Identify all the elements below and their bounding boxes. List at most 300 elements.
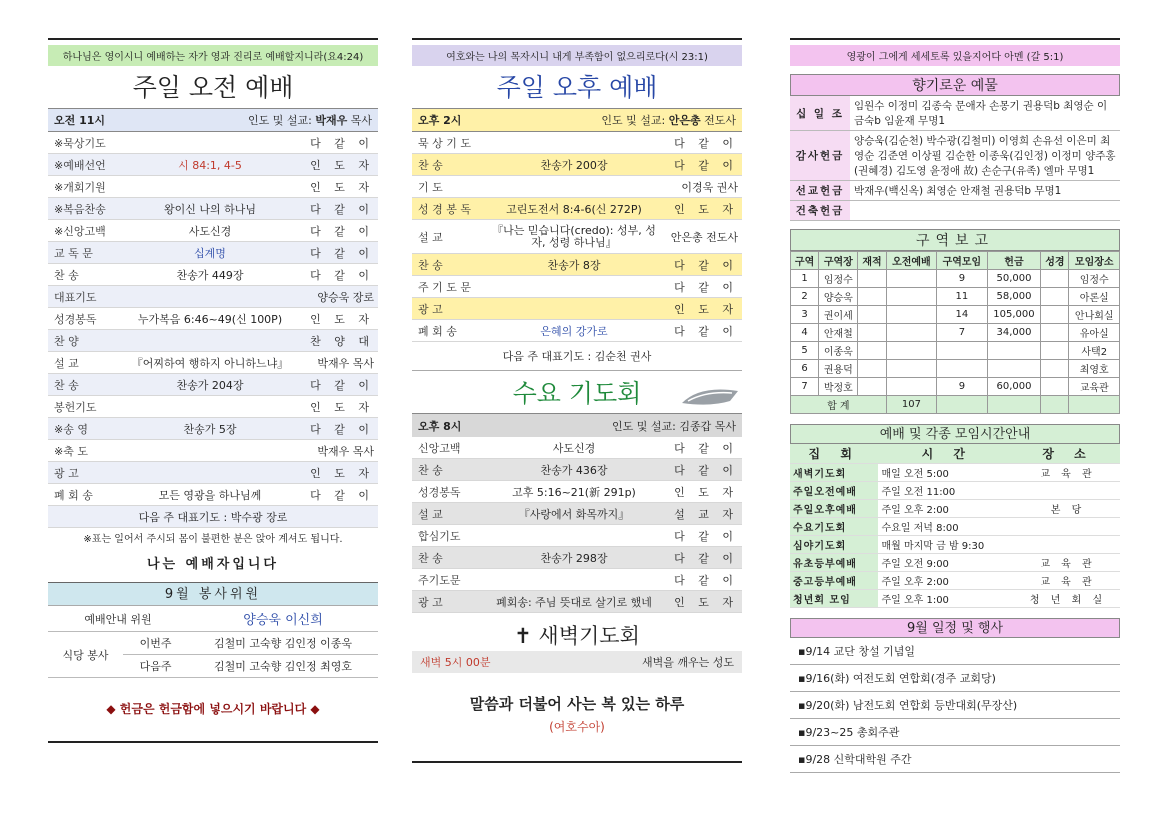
wed-header <box>412 413 742 437</box>
order-row <box>412 176 742 198</box>
district-sum-label: 합 계 <box>791 396 887 414</box>
order-item: 찬 송 <box>54 268 79 282</box>
order-item: 설 교 <box>418 230 443 244</box>
table-cell <box>1041 342 1069 360</box>
district-header: 재적 <box>858 252 886 270</box>
blessing-source: (여호수아) <box>549 720 605 734</box>
service-time: 오후 2시 <box>418 114 462 127</box>
table-cell <box>858 288 886 306</box>
table-cell: 9 <box>937 378 988 396</box>
service-header <box>48 108 378 132</box>
meeting-time: 주일 오전 11:00 <box>878 482 1016 500</box>
order-row <box>412 220 742 254</box>
meeting-name: 새벽기도회 <box>790 464 878 482</box>
offering-kind: 선교헌금 <box>790 181 850 201</box>
order-item: 신앙고백 <box>418 441 461 455</box>
order-leader: 다 같 이 <box>674 258 738 272</box>
meeting-time: 주일 오후 1:00 <box>878 590 1016 608</box>
order-content: 찬송가 8장 <box>547 258 601 272</box>
meeting-name: 심야기도회 <box>790 536 878 554</box>
order-content: 찬송가 449장 <box>176 268 244 282</box>
order-content: 시 84:1, 4-5 <box>178 158 242 172</box>
meeting-time: 주일 오전 9:00 <box>878 554 1016 572</box>
order-item: 합심기도 <box>418 529 461 543</box>
order-item: 봉헌기도 <box>54 400 97 414</box>
standing-notice: ※표는 일어서 주시되 몸이 불편한 분은 앉아 계셔도 됩니다. <box>83 534 343 545</box>
order-item: 찬 송 <box>418 463 443 477</box>
meeting-header: 집 회 <box>790 444 878 464</box>
order-row <box>48 396 378 418</box>
order-leader: 박재우 목사 <box>317 444 374 458</box>
district-title: 구역보고 <box>790 229 1120 251</box>
table-cell <box>987 360 1041 378</box>
order-row <box>412 569 742 591</box>
table-cell <box>858 342 886 360</box>
table-cell: 유아실 <box>1069 324 1120 342</box>
order-leader: 인 도 자 <box>310 400 374 414</box>
table-row <box>791 288 1120 306</box>
table-cell <box>1069 396 1120 414</box>
order-item: ※축 도 <box>54 444 88 458</box>
table-cell: 7 <box>937 324 988 342</box>
vol-next-names: 김철미 고숙향 김인정 최영호 <box>188 655 378 678</box>
order-leader: 다 같 이 <box>310 378 374 392</box>
column-reports <box>790 38 1120 773</box>
table-row <box>791 378 1120 396</box>
meeting-place: 청 년 회 실 <box>1016 590 1120 608</box>
order-leader: 인 도 자 <box>674 302 738 316</box>
order-row <box>48 330 378 352</box>
table-cell: 58,000 <box>987 288 1041 306</box>
order-leader: 다 같 이 <box>310 422 374 436</box>
order-row <box>48 462 378 484</box>
order-row <box>412 459 742 481</box>
order-row <box>48 242 378 264</box>
meeting-row <box>790 500 1120 518</box>
offering-row <box>790 131 1120 181</box>
order-content: 누가복음 6:46~49(신 100P) <box>137 312 283 326</box>
schedule-item: ▪9/14 교단 창설 기념일 <box>790 638 1120 665</box>
district-header: 모임장소 <box>1069 252 1120 270</box>
meeting-name: 수요기도회 <box>790 518 878 536</box>
order-row <box>48 374 378 396</box>
order-content: 고린도전서 8:4-6(신 272P) <box>506 202 642 216</box>
offering-kind: 건축헌금 <box>790 201 850 221</box>
order-item: 찬 송 <box>418 551 443 565</box>
meeting-row <box>790 464 1120 482</box>
cross-icon: ✝ <box>514 624 532 648</box>
order-content: 고후 5:16~21(新 291p) <box>512 485 636 499</box>
order-list <box>48 132 378 506</box>
meeting-header: 장 소 <box>1016 444 1120 464</box>
vol-this-names: 김철미 고숙향 김인정 이종욱 <box>188 632 378 655</box>
vol-next-label: 다음주 <box>123 655 188 678</box>
table-cell: 6 <box>791 360 819 378</box>
district-header: 헌금 <box>987 252 1041 270</box>
table-cell <box>1041 324 1069 342</box>
order-content: 사도신경 <box>188 224 232 238</box>
offering-row <box>790 96 1120 131</box>
offering-names: 양승욱(김순천) 박수광(김철미) 이영희 손유선 이은미 최영순 김준연 이상필 김순한 이종욱(김인정) 이정미 양주홍(권혜경) 김도영 윤정애 故) 손순구(유족) 엘마 무명1 <box>850 131 1120 181</box>
meeting-time: 매월 마지막 금 밤 9:30 <box>878 536 1016 554</box>
afternoon-title: 주일 오후 예배 <box>496 73 658 102</box>
offering-title: 향기로운 예물 <box>790 74 1120 96</box>
order-item: 설 교 <box>418 507 443 521</box>
table-cell <box>886 378 937 396</box>
table-cell <box>1041 270 1069 288</box>
order-leader: 설 교 자 <box>674 507 738 521</box>
meeting-place: 본 당 <box>1016 500 1120 518</box>
order-item: ※신앙고백 <box>54 224 106 238</box>
order-row <box>412 320 742 342</box>
meeting-name: 유초등부예배 <box>790 554 878 572</box>
table-cell: 4 <box>791 324 819 342</box>
order-content: 사도신경 <box>552 441 596 455</box>
table-cell: 14 <box>937 306 988 324</box>
dawn-row <box>412 651 742 673</box>
order-row <box>412 154 742 176</box>
service-leader: 인도 및 설교: 박재우 목사 <box>248 114 372 127</box>
table-cell: 권용덕 <box>819 360 858 378</box>
order-row <box>48 418 378 440</box>
meeting-name: 중고등부예배 <box>790 572 878 590</box>
meeting-title: 예배 및 각종 모임시간안내 <box>790 424 1120 444</box>
order-item: 성경봉독 <box>54 312 97 326</box>
order-item: 찬 양 <box>54 334 79 348</box>
district-header: 성경 <box>1041 252 1069 270</box>
order-row <box>48 220 378 242</box>
district-sum-value: 107 <box>886 396 937 414</box>
table-cell: 1 <box>791 270 819 288</box>
table-row <box>791 306 1120 324</box>
verse-banner: 하나님은 영이시니 예배하는 자가 영과 진리로 예배할지니라(요4:24) <box>48 45 378 66</box>
order-leader: 인 도 자 <box>674 202 738 216</box>
table-cell: 50,000 <box>987 270 1041 288</box>
order-leader: 다 같 이 <box>674 280 738 294</box>
order-content: 왕이신 나의 하나님 <box>163 202 256 216</box>
order-row <box>48 440 378 462</box>
order-item: 폐 회 송 <box>54 488 93 502</box>
table-cell <box>886 288 937 306</box>
meeting-header-row <box>790 444 1120 464</box>
order-item: 찬 송 <box>418 258 443 272</box>
table-cell: 안재철 <box>819 324 858 342</box>
order-row <box>48 176 378 198</box>
offering-table <box>790 96 1120 221</box>
meeting-place: 교 육 관 <box>1016 572 1120 590</box>
order-row <box>412 132 742 154</box>
schedule-item: ▪9/16(화) 여전도회 연합회(경주 교회당) <box>790 665 1120 692</box>
order-leader: 인 도 자 <box>310 466 374 480</box>
offering-kind: 십 일 조 <box>790 96 850 131</box>
order-leader: 인 도 자 <box>310 312 374 326</box>
table-cell: 11 <box>937 288 988 306</box>
order-row <box>48 308 378 330</box>
wednesday-title: 수요 기도회 <box>412 375 742 413</box>
order-item: 광 고 <box>418 595 443 609</box>
order-leader: 다 같 이 <box>674 573 738 587</box>
meeting-name: 청년회 모임 <box>790 590 878 608</box>
table-cell <box>858 306 886 324</box>
verse-banner: 여호와는 나의 목자시니 내게 부족함이 없으리로다(시 23:1) <box>412 45 742 66</box>
order-leader: 박재우 목사 <box>317 356 374 370</box>
meeting-row <box>790 518 1120 536</box>
order-item: 묵 상 기 도 <box>418 136 471 150</box>
order-leader: 다 같 이 <box>310 268 374 282</box>
table-cell: 아론실 <box>1069 288 1120 306</box>
district-header: 구역장 <box>819 252 858 270</box>
next-prayer: 다음 주 대표기도 : 김순천 권사 <box>412 348 742 371</box>
district-header-row <box>791 252 1120 270</box>
table-cell: 임정수 <box>1069 270 1120 288</box>
order-leader: 이경욱 권사 <box>681 180 738 194</box>
order-item: ※복음찬송 <box>54 202 106 216</box>
offering-row <box>790 181 1120 201</box>
order-row <box>48 198 378 220</box>
order-leader: 다 같 이 <box>674 136 738 150</box>
order-row <box>48 286 378 308</box>
praying-hands-icon <box>680 381 740 409</box>
order-item: 주기도문 <box>418 573 461 587</box>
table-cell <box>1041 396 1069 414</box>
offering-kind: 감사헌금 <box>790 131 850 181</box>
order-leader: 인 도 자 <box>674 485 738 499</box>
district-header: 구역모임 <box>937 252 988 270</box>
dawn-title: ✝ 새벽기도회 <box>514 624 640 648</box>
order-row <box>412 198 742 220</box>
table-cell: 이종욱 <box>819 342 858 360</box>
order-content: 찬송가 298장 <box>540 551 608 565</box>
table-cell <box>886 324 937 342</box>
order-content: 찬송가 436장 <box>540 463 608 477</box>
dawn-leader: 새벽을 깨우는 성도 <box>641 656 734 669</box>
table-cell <box>987 342 1041 360</box>
meeting-name: 주일오전예배 <box>790 482 878 500</box>
meeting-time: 수요일 저녁 8:00 <box>878 518 1016 536</box>
order-leader: 다 같 이 <box>310 202 374 216</box>
order-leader: 다 같 이 <box>674 158 738 172</box>
table-cell <box>1041 360 1069 378</box>
column-morning-service <box>48 38 378 743</box>
table-cell: 안나회실 <box>1069 306 1120 324</box>
table-cell: 7 <box>791 378 819 396</box>
table-cell <box>1041 288 1069 306</box>
schedule-item: ▪9/20(화) 남전도회 연합회 등반대회(무장산) <box>790 692 1120 719</box>
wed-time: 오후 8시 <box>418 419 462 433</box>
order-row <box>48 264 378 286</box>
table-cell <box>1041 378 1069 396</box>
order-item: ※송 영 <box>54 422 88 436</box>
order-row <box>412 254 742 276</box>
table-row <box>791 342 1120 360</box>
table-cell: 권이세 <box>819 306 858 324</box>
meeting-place <box>1016 482 1120 500</box>
table-cell: 박정호 <box>819 378 858 396</box>
meeting-row <box>790 572 1120 590</box>
table-cell <box>858 360 886 378</box>
offering-names: 임원수 이정미 김종숙 문애자 손몽기 권용덕b 최영순 이금숙b 임윤재 무명1 <box>850 96 1120 131</box>
table-cell: 임정수 <box>819 270 858 288</box>
schedule-item: ▪9/23~25 총회주관 <box>790 719 1120 746</box>
order-leader: 양승욱 장로 <box>317 290 374 304</box>
table-row <box>791 324 1120 342</box>
table-cell: 5 <box>791 342 819 360</box>
order-content: 『어찌하여 행하지 아니하느냐』 <box>131 356 289 370</box>
meeting-row <box>790 536 1120 554</box>
order-leader: 안은총 전도사 <box>670 230 738 244</box>
verse-banner: 영광이 그에게 세세토록 있을지어다 아멘 (갈 5:1) <box>790 45 1120 66</box>
table-cell <box>937 360 988 378</box>
table-cell <box>886 270 937 288</box>
vol-guide-label: 예배안내 위원 <box>48 606 188 632</box>
order-content: 폐회송: 주님 뜻대로 살기로 했네 <box>496 595 652 609</box>
order-item: 광 고 <box>54 466 79 480</box>
order-leader: 다 같 이 <box>674 441 738 455</box>
table-cell <box>886 360 937 378</box>
order-content: 찬송가 204장 <box>176 378 244 392</box>
order-item: 찬 송 <box>54 378 79 392</box>
table-cell <box>858 378 886 396</box>
order-row <box>412 298 742 320</box>
table-cell <box>886 342 937 360</box>
table-cell <box>1041 306 1069 324</box>
district-sum-row <box>791 396 1120 414</box>
meeting-name: 주일오후예배 <box>790 500 878 518</box>
order-list <box>412 132 742 342</box>
order-row <box>48 154 378 176</box>
district-table <box>790 251 1120 414</box>
service-header <box>412 108 742 132</box>
meeting-place: 교 육 관 <box>1016 554 1120 572</box>
table-cell <box>886 306 937 324</box>
order-leader: 인 도 자 <box>310 180 374 194</box>
wed-order-list <box>412 437 742 613</box>
order-row <box>412 276 742 298</box>
order-content: 십계명 <box>194 246 226 260</box>
order-leader: 다 같 이 <box>674 463 738 477</box>
order-content: 찬송가 200장 <box>540 158 608 172</box>
schedule-item: ▪9/28 신학대학원 주간 <box>790 746 1120 773</box>
table-cell: 사택2 <box>1069 342 1120 360</box>
table-row <box>791 360 1120 378</box>
table-cell <box>987 396 1041 414</box>
volunteers-table <box>48 606 378 678</box>
order-row <box>48 352 378 374</box>
order-row <box>48 484 378 506</box>
service-time: 오전 11시 <box>54 114 106 127</box>
service-leader: 인도 및 설교: 안은총 전도사 <box>601 114 736 127</box>
order-item: 찬 송 <box>418 158 443 172</box>
order-content: 은혜의 강가로 <box>540 324 608 338</box>
meeting-place: 교 육 관 <box>1016 464 1120 482</box>
meeting-place <box>1016 518 1120 536</box>
meeting-row <box>790 482 1120 500</box>
table-cell: 2 <box>791 288 819 306</box>
order-item: 기 도 <box>418 180 443 194</box>
table-cell: 9 <box>937 270 988 288</box>
table-cell <box>937 396 988 414</box>
blessing-line: 말씀과 더불어 사는 복 있는 하루 <box>469 695 685 713</box>
order-item: 교 독 문 <box>54 246 93 260</box>
meeting-time: 주일 오후 2:00 <box>878 500 1016 518</box>
meeting-time: 매일 오전 5:00 <box>878 464 1016 482</box>
order-item: 성 경 봉 독 <box>418 202 471 216</box>
order-row <box>412 547 742 569</box>
order-content: 『사랑에서 화목까지』 <box>518 507 630 521</box>
order-leader: 찬 양 대 <box>310 334 374 348</box>
order-leader: 다 같 이 <box>674 551 738 565</box>
order-item: 주 기 도 문 <box>418 280 471 294</box>
table-cell: 60,000 <box>987 378 1041 396</box>
offering-note: ◆ 헌금은 헌금함에 넣으시기 바랍니다 ◆ <box>106 702 320 716</box>
table-cell: 34,000 <box>987 324 1041 342</box>
order-content: 모든 영광을 하나님께 <box>158 488 262 502</box>
table-cell <box>858 324 886 342</box>
table-cell: 교육관 <box>1069 378 1120 396</box>
order-item: 대표기도 <box>54 290 97 304</box>
wed-leader: 인도 및 설교: 김종갑 목사 <box>612 419 736 433</box>
meeting-row <box>790 554 1120 572</box>
order-item: 설 교 <box>54 356 79 370</box>
meeting-place <box>1016 536 1120 554</box>
vol-this-label: 이번주 <box>123 632 188 655</box>
table-cell <box>937 342 988 360</box>
table-cell <box>858 270 886 288</box>
table-cell: 양승욱 <box>819 288 858 306</box>
order-leader: 다 같 이 <box>310 246 374 260</box>
dawn-time: 새벽 5시 00분 <box>420 656 491 669</box>
order-row <box>412 525 742 547</box>
order-leader: 인 도 자 <box>674 595 738 609</box>
order-leader: 다 같 이 <box>310 224 374 238</box>
order-leader: 다 같 이 <box>674 529 738 543</box>
order-item: ※예배선언 <box>54 158 106 172</box>
order-row <box>48 132 378 154</box>
page-title: 주일 오전 예배 <box>132 73 294 102</box>
district-header: 구역 <box>791 252 819 270</box>
table-cell: 105,000 <box>987 306 1041 324</box>
table-row <box>791 270 1120 288</box>
vol-meal-label: 식당 봉사 <box>48 632 123 678</box>
order-item: 폐 회 송 <box>418 324 457 338</box>
order-row <box>412 437 742 459</box>
order-row <box>412 503 742 525</box>
meeting-table <box>790 444 1120 608</box>
order-row <box>412 481 742 503</box>
order-content: 찬송가 5장 <box>183 422 237 436</box>
offering-names: 박재우(백신옥) 최영순 안재철 권용덕b 무명1 <box>850 181 1120 201</box>
offering-row <box>790 201 1120 221</box>
table-cell: 최영호 <box>1069 360 1120 378</box>
order-leader: 다 같 이 <box>310 136 374 150</box>
order-item: 광 고 <box>418 302 443 316</box>
order-leader: 인 도 자 <box>310 158 374 172</box>
volunteers-title: 9월 봉사위원 <box>48 582 378 606</box>
meeting-header: 시 간 <box>878 444 1016 464</box>
column-afternoon-service <box>412 38 742 763</box>
schedule-list <box>790 638 1120 773</box>
district-header: 오전예배 <box>886 252 937 270</box>
order-leader: 다 같 이 <box>674 324 738 338</box>
order-item: 성경봉독 <box>418 485 461 499</box>
meeting-time: 주일 오후 2:00 <box>878 572 1016 590</box>
order-item: ※묵상기도 <box>54 136 106 150</box>
next-prayer: 다음 주 대표기도 : 박수광 장로 <box>48 506 378 528</box>
offering-names <box>850 201 1120 221</box>
order-row <box>412 591 742 613</box>
schedule-title: 9월 일정 및 행사 <box>790 618 1120 638</box>
order-content: 『나는 믿습니다(credo): 성부, 성자, 성령 하나님』 <box>492 223 656 249</box>
